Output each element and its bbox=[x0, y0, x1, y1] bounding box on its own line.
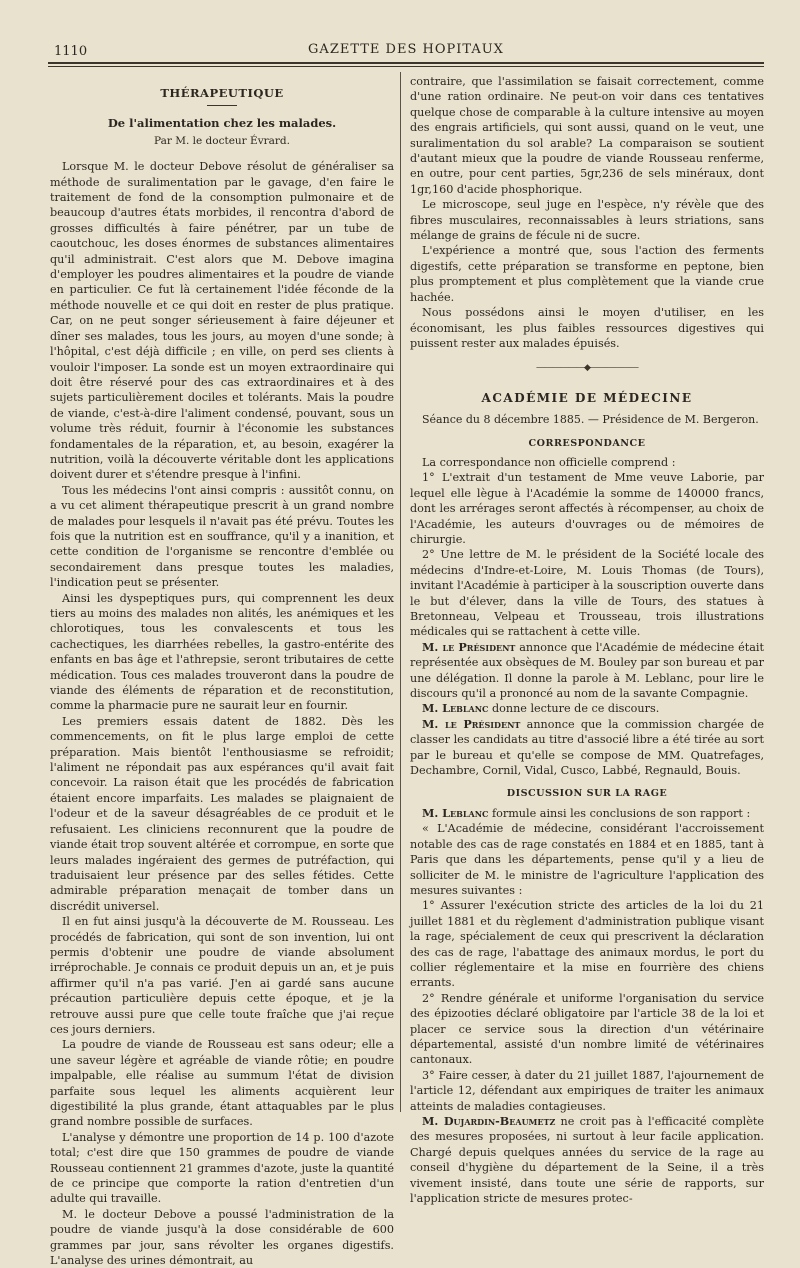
paragraph: 1° L'extrait d'un testament de Mme veuve Laborie, par lequel elle lègue à l'Académie la somme de 140000 francs, dont les arrérages seront affectés à récompenser, au choix de l'Académie, les auteurs d'ouvrages ou de mémoires de chirurgie. bbox=[410, 471, 764, 546]
paragraph bbox=[410, 640, 764, 702]
speaker-name: M. le Président bbox=[422, 639, 516, 654]
header-rule-thin bbox=[48, 66, 764, 67]
section-title-academie: ACADÉMIE DE MÉDECINE bbox=[481, 390, 693, 405]
paragraph bbox=[410, 806, 764, 821]
speaker-name: M. le Président bbox=[422, 716, 521, 731]
decorative-rule: ——————◆—————— bbox=[536, 363, 638, 374]
speaker-text: donne lecture de ce discours. bbox=[488, 702, 660, 716]
paragraph: Le microscope, seul juge en l'espèce, n'y révèle que des fibres musculaires, reconnaissables à leurs striations, sans mélange de grains de fécule ni de sucre. bbox=[410, 198, 764, 243]
right-column bbox=[410, 74, 764, 1206]
paragraph: « L'Académie de médecine, considérant l'accroissement notable des cas de rage constatés en 1884 et en 1885, tant à Paris que dans les départements, pense qu'il y a lieu de solliciter de M. le ministre de l'agriculture l'application des mesures suivantes : bbox=[410, 822, 764, 897]
subheading-discussion: DISCUSSION SUR LA RAGE bbox=[506, 788, 668, 800]
header-rule bbox=[48, 62, 764, 64]
paragraph: L'expérience a montré que, sous l'action des ferments digestifs, cette préparation se transforme en peptone, bien plus promptement et plus complètement que la viande crue hachée. bbox=[410, 244, 764, 304]
paragraph bbox=[410, 701, 764, 716]
paragraph: contraire, que l'assimilation se faisait correctement, comme d'une ration ordinaire. Ne peut-on voir dans ces tentatives quelque chose de comparable à la culture intensive au moyen des engrais artificiels, qui sont aussi, quand on le veut, une suralimentation du sol arable? La comparaison se soutient d'autant mieux que la poudre de viande Rousseau renferme, en outre, pour cent parties, 5gr,236 de sels minéraux, dont 1gr,160 d'acide phosphorique. bbox=[410, 75, 764, 196]
paragraph: M. le docteur Debove a poussé l'administration de la poudre de viande jusqu'à la dose considérable de 600 grammes par jour, sans révolter les organes digestifs. L'analyse des urines démontrait, au bbox=[50, 1207, 394, 1268]
speaker-text: annonce que la commission chargée de classer les candidats au titre d'associé libre a été tirée au sort par le bureau et qu'elle se compose de MM. Quatrefages, Dechambre, Cornil, Vidal, Cusco, Labbé, Regnauld, Bouis. bbox=[410, 717, 764, 778]
paragraph: Il en fut ainsi jusqu'à la découverte de M. Rousseau. Les procédés de fabrication, qui sont de son invention, lui ont permis d'obtenir une poudre de viande absolument irréprochable. Je connais ce produit depuis un an, et je puis affirmer qu'il n'a pas varié. J'en ai gardé sans aucune précaution particulière depuis cette époque, et je la retrouve aussi pure que celle toute fraîche que j'ai reçue ces jours derniers. bbox=[50, 915, 394, 1036]
speaker-text: ne croit pas à l'efficacité complète des mesures proposées, ni surtout à leur facile application. Chargé depuis quelques années du service de la rage au conseil d'hygiène du département de la Seine, il a très vivement insisté, dans toute une série de rapports, sur l'application stricte de mesures protec- bbox=[410, 1115, 764, 1206]
paragraph: Les premiers essais datent de 1882. Dès les commencements, on fit le plus large emploi de cette préparation. Mais bientôt l'enthousiasme se refroidit; l'aliment ne répondait pas aux espérances qu'il avait fait concevoir. La raison était que les procédés de fabrication étaient encore imparfaits. Les malades se plaignaient de l'odeur et de la saveur désagréables de ce produit et le refusaient. Les cliniciens reconnurent que la poudre de viande était trop souvent altérée et corrompue, en sorte que leurs malades ingéraient des germes de putréfaction, qui traduisaient leur présence par des selles fétides. Cette admirable préparation menaçait de tomber dans un discrédit universel. bbox=[50, 714, 394, 913]
paragraph: La poudre de viande de Rousseau est sans odeur; elle a une saveur légère et agréable de viande rôtie; en poudre impalpable, elle réalise au summum l'état de division parfaite sous lequel les aliments acquièrent leur digestibilité la plus grande, étant attaquables par le plus grand nombre possible de surfaces. bbox=[50, 1038, 394, 1129]
paragraph: Ainsi les dyspeptiques purs, qui comprennent les deux tiers au moins des malades non alités, les anémiques et les chlorotiques, tous les convalescents et tous les cachectiques, les diarrhées rebelles, la gastro-entérite des enfants en bas âge et l'athrepsie, seront tributaires de cette médication. Tous ces malades trouveront dans la poudre de viande des éléments de réparation et de reconstitution, comme la pharmacie pure ne saurait leur en fournir. bbox=[50, 591, 394, 713]
article-byline: Par M. le docteur Évrard. bbox=[154, 134, 290, 147]
running-title: GAZETTE DES HOPITAUX bbox=[308, 42, 504, 57]
paragraph bbox=[410, 717, 764, 779]
section-title-therapeutique: THÉRAPEUTIQUE bbox=[160, 86, 284, 100]
paragraph: 3° Faire cesser, à dater du 21 juillet 1887, l'ajournement de l'article 12, défendant aux empiriques de traiter les animaux atteints de maladies contagieuses. bbox=[410, 1068, 764, 1113]
paragraph: Tous les médecins l'ont ainsi compris : aussitôt connu, on a vu cet aliment thérapeutique prescrit à un grand nombre de malades pour lesquels il n'avait pas été prévu. Toutes les fois que la nutrition est en souffrance, qu'il y a inanition, et cette condition de l'organisme se rencontre d'emblée ou secondairement dans presque toutes les maladies, l'indication peut se présenter. bbox=[50, 483, 394, 590]
speaker-text: annonce que l'Académie de médecine était représentée aux obsèques de M. Bouley par son bureau et par une délégation. Il donne la parole à M. Leblanc, pour lire le discours qu'il a prononcé au nom de la savante Compagnie. bbox=[410, 640, 764, 701]
paragraph bbox=[410, 1114, 764, 1206]
paragraph: Lorsque M. le docteur Debove résolut de généraliser sa méthode de suralimentation par le gavage, d'en faire le traitement de fond de la consomption pulmonaire et de beaucoup d'autres états morbides, il rencontra d'abord de grosses difficultés à faire pénétrer, par un tube de caoutchouc, les doses énormes de substances alimentaires qu'il administrait. C'est alors que M. Debove imagina d'employer les poudres alimentaires et la poudre de viande en particulier. Ce fut là certainement l'idée féconde de la méthode nouvelle et ce qui doit en rester de plus pratique. Car, on ne peut songer sérieusement à faire déjeuner et dîner ses malades, tous les jours, au moyen d'une sonde; à l'hôpital, c'est déjà difficile ; en ville, on perd ses clients à vouloir l'imposer. La sonde est un moyen extraordinaire qui doit être réservé pour des cas extraordinaires et à des sujets particulièrement dociles et tolérants. Mais la poudre de viande, c'est-à-dire l'aliment condensé, pouvant, sous un volume très réduit, fournir à l'économie les substances fondamentales de la réparation, et, au besoin, exagérer la nutrition, voilà la découverte véritable dont les applications doivent durer et s'étendre presque à l'infini. bbox=[50, 160, 394, 482]
page-number: 1110 bbox=[54, 44, 88, 59]
article-title: De l'alimentation chez les malades. bbox=[107, 116, 337, 131]
speaker-name: M. Leblanc bbox=[422, 701, 489, 716]
subheading-correspondance: CORRESPONDANCE bbox=[528, 437, 646, 449]
speaker-name: M. Dujardin-Beaumetz bbox=[422, 1114, 556, 1128]
paragraph: 2° Une lettre de M. le président de la Société locale des médecins d'Indre-et-Loire, M. Louis Thomas (de Tours), invitant l'Académie à participer à la souscription ouverte dans le but d'élever, dans la ville de Tours, des statues à Bretonneau, Velpeau et Trousseau, trois illustrations médicales qui se rattachent à cette ville. bbox=[410, 548, 764, 639]
speaker-text: formule ainsi les conclusions de son rapport : bbox=[488, 806, 751, 820]
paragraph: Nous possédons ainsi le moyen d'utiliser, en les économisant, les plus faibles ressources digestives qui puissent rester aux malades épuisés. bbox=[410, 306, 764, 350]
seance-line: Séance du 8 décembre 1885. — Présidence de M. Bergeron. bbox=[422, 413, 759, 427]
paragraph: 2° Rendre générale et uniforme l'organisation du service des épizooties déclaré obligatoire par l'article 38 de la loi et placer ce service sous la direction d'un vétérinaire départemental, assisté d'un nombre limité de vétérinaires cantonaux. bbox=[410, 991, 764, 1067]
speaker-name: M. Leblanc bbox=[422, 805, 489, 820]
left-column bbox=[50, 78, 394, 1268]
paragraph: La correspondance non officielle comprend : bbox=[422, 455, 676, 469]
short-rule bbox=[207, 105, 237, 106]
paragraph: L'analyse y démontre une proportion de 14 p. 100 d'azote total; c'est dire que 150 grammes de poudre de viande Rousseau contiennent 21 grammes d'azote, juste la quantité de ce principe que comporte la ration d'entretien d'un adulte qui travaille. bbox=[50, 1130, 394, 1206]
paragraph: 1° Assurer l'exécution stricte des articles de la loi du 21 juillet 1881 et du règlement d'administration publique visant la rage, spécialement de ceux qui prescrivent la déclaration des cas de rage, l'abattage des animaux mordus, le port du collier réglementaire et la mise en fourrière des chiens errants. bbox=[410, 899, 764, 990]
column-divider bbox=[400, 72, 401, 1112]
